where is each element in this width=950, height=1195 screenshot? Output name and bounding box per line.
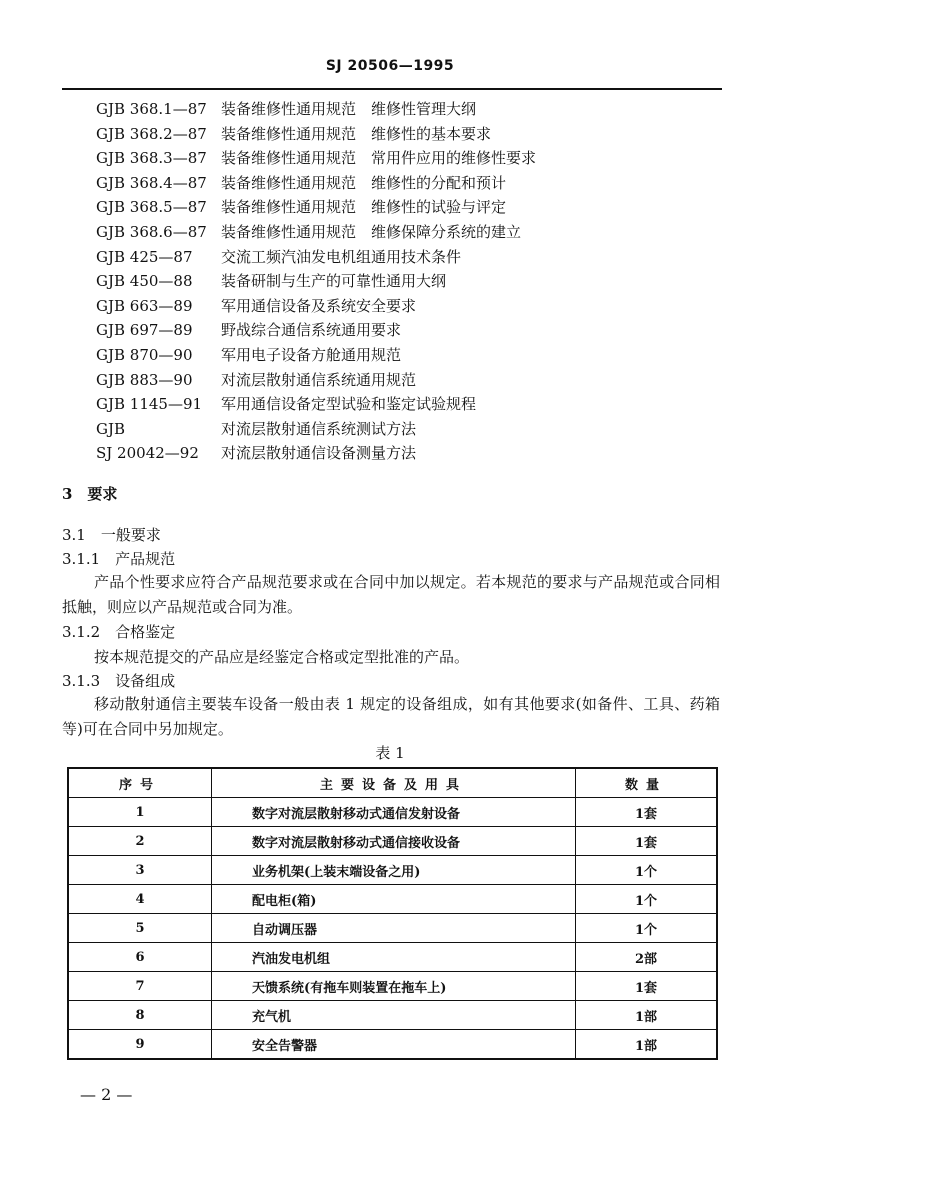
cell-equipment: 充气机 <box>212 1001 576 1030</box>
reference-title: 军用通信设备定型试验和鉴定试验规程 <box>221 395 477 414</box>
reference-title: 对流层散射通信系统测试方法 <box>221 419 417 438</box>
table-row <box>68 885 717 914</box>
reference-title: 野战综合通信系统通用要求 <box>221 321 402 340</box>
reference-code: GJB 368.2—87 <box>96 124 207 143</box>
cell-quantity: 1个 <box>575 885 717 914</box>
table-row <box>68 1001 717 1030</box>
table-row <box>68 827 717 856</box>
reference-code: GJB 1145—91 <box>96 395 203 414</box>
section-3-1-1-heading: 3.1.1 产品规范 <box>62 550 176 568</box>
reference-title: 装备维修性通用规范 维修性的基本要求 <box>221 124 492 143</box>
cell-equipment: 汽油发电机组 <box>212 943 576 972</box>
cell-number: 2 <box>68 827 212 856</box>
reference-code: GJB 368.3—87 <box>96 149 207 168</box>
reference-item <box>96 171 536 196</box>
reference-title: 对流层散射通信系统通用规范 <box>221 370 417 389</box>
section-3-1-3-heading: 3.1.3 设备组成 <box>62 672 176 690</box>
cell-number: 8 <box>68 1001 212 1030</box>
reference-title: 交流工频汽油发电机组通用技术条件 <box>221 247 462 266</box>
table-row <box>68 943 717 972</box>
cell-quantity: 1部 <box>575 1001 717 1030</box>
section-3-1-1-text: 产品个性要求应符合产品规范要求或在合同中加以规定。若本规范的要求与产品规范或合同相抵触，则应以产品规范或合同为准。 <box>62 573 720 616</box>
reference-item <box>96 417 536 442</box>
reference-title: 对流层散射通信设备测量方法 <box>221 444 417 463</box>
cell-quantity: 2部 <box>575 943 717 972</box>
column-header-number: 序号 <box>68 768 212 798</box>
reference-item <box>96 294 536 319</box>
cell-equipment: 配电柜(箱) <box>212 885 576 914</box>
reference-code: GJB 368.5—87 <box>96 198 207 217</box>
table-row <box>68 1030 717 1060</box>
reference-item <box>96 245 536 270</box>
reference-code: GJB 368.4—87 <box>96 173 207 192</box>
section-3-1-2-heading: 3.1.2 合格鉴定 <box>62 623 176 641</box>
cell-number: 6 <box>68 943 212 972</box>
reference-code: GJB 425—87 <box>96 247 193 266</box>
reference-code: GJB 663—89 <box>96 296 193 315</box>
column-header-quantity: 数量 <box>575 768 717 798</box>
reference-title: 装备维修性通用规范 维修保障分系统的建立 <box>221 222 522 241</box>
reference-title: 装备研制与生产的可靠性通用大纲 <box>221 272 447 291</box>
reference-item <box>96 318 536 343</box>
reference-code: GJB 697—89 <box>96 321 193 340</box>
reference-code: GJB <box>96 419 126 438</box>
cell-number: 9 <box>68 1030 212 1060</box>
table-caption: 表 1 <box>375 744 405 762</box>
cell-equipment: 天馈系统(有拖车则装置在拖车上) <box>212 972 576 1001</box>
reference-item <box>96 368 536 393</box>
reference-code: GJB 883—90 <box>96 370 193 389</box>
cell-equipment: 数字对流层散射移动式通信接收设备 <box>212 827 576 856</box>
reference-title: 装备维修性通用规范 常用件应用的维修性要求 <box>221 149 537 168</box>
reference-list <box>96 97 536 466</box>
cell-quantity: 1个 <box>575 914 717 943</box>
cell-equipment: 数字对流层散射移动式通信发射设备 <box>212 798 576 827</box>
reference-item <box>96 392 536 417</box>
cell-number: 4 <box>68 885 212 914</box>
cell-quantity: 1套 <box>575 798 717 827</box>
cell-equipment: 安全告警器 <box>212 1030 576 1060</box>
cell-quantity: 1套 <box>575 827 717 856</box>
reference-code: GJB 368.1—87 <box>96 100 207 118</box>
reference-item <box>96 343 536 368</box>
reference-title: 装备维修性通用规范 维修性的分配和预计 <box>221 173 507 192</box>
reference-title: 装备维修性通用规范 维修性的试验与评定 <box>221 198 507 217</box>
reference-item <box>96 220 536 245</box>
reference-item <box>96 146 536 171</box>
reference-item <box>96 195 536 220</box>
cell-number: 3 <box>68 856 212 885</box>
table-row <box>68 856 717 885</box>
reference-item <box>96 122 536 147</box>
cell-quantity: 1部 <box>575 1030 717 1060</box>
page-number: — 2 — <box>80 1085 133 1104</box>
section-3-1-heading: 3.1 一般要求 <box>62 526 161 544</box>
table-row <box>68 914 717 943</box>
reference-title: 军用电子设备方舱通用规范 <box>221 345 402 364</box>
cell-quantity: 1个 <box>575 856 717 885</box>
reference-title: 军用通信设备及系统安全要求 <box>221 296 417 315</box>
section-3-heading: 3 要求 <box>62 485 118 503</box>
cell-number: 7 <box>68 972 212 1001</box>
document-number-header: SJ 20506—1995 <box>325 58 455 74</box>
section-3-1-3-text: 移动散射通信主要装车设备一般由表 1 规定的设备组成，如有其他要求(如备件、工具、药箱等)可在合同中另加规定。 <box>62 695 720 738</box>
reference-item <box>96 97 536 122</box>
table-header-row <box>68 768 717 798</box>
cell-number: 1 <box>68 798 212 827</box>
reference-code: GJB 870—90 <box>96 345 193 364</box>
table-row <box>68 972 717 1001</box>
reference-code: SJ 20042—92 <box>96 444 199 463</box>
reference-code: GJB 450—88 <box>96 272 193 291</box>
equipment-table <box>67 767 718 1060</box>
column-header-equipment: 主要设备及用具 <box>212 768 576 798</box>
cell-equipment: 自动调压器 <box>212 914 576 943</box>
cell-equipment: 业务机架(上装末端设备之用) <box>212 856 576 885</box>
reference-title: 装备维修性通用规范 维修性管理大纲 <box>221 100 477 118</box>
cell-quantity: 1套 <box>575 972 717 1001</box>
reference-item <box>96 441 536 466</box>
cell-number: 5 <box>68 914 212 943</box>
section-3-1-2-text: 按本规范提交的产品应是经鉴定合格或定型批准的产品。 <box>94 648 470 666</box>
reference-item <box>96 269 536 294</box>
reference-code: GJB 368.6—87 <box>96 222 207 241</box>
header-rule <box>62 88 722 90</box>
table-row <box>68 798 717 827</box>
